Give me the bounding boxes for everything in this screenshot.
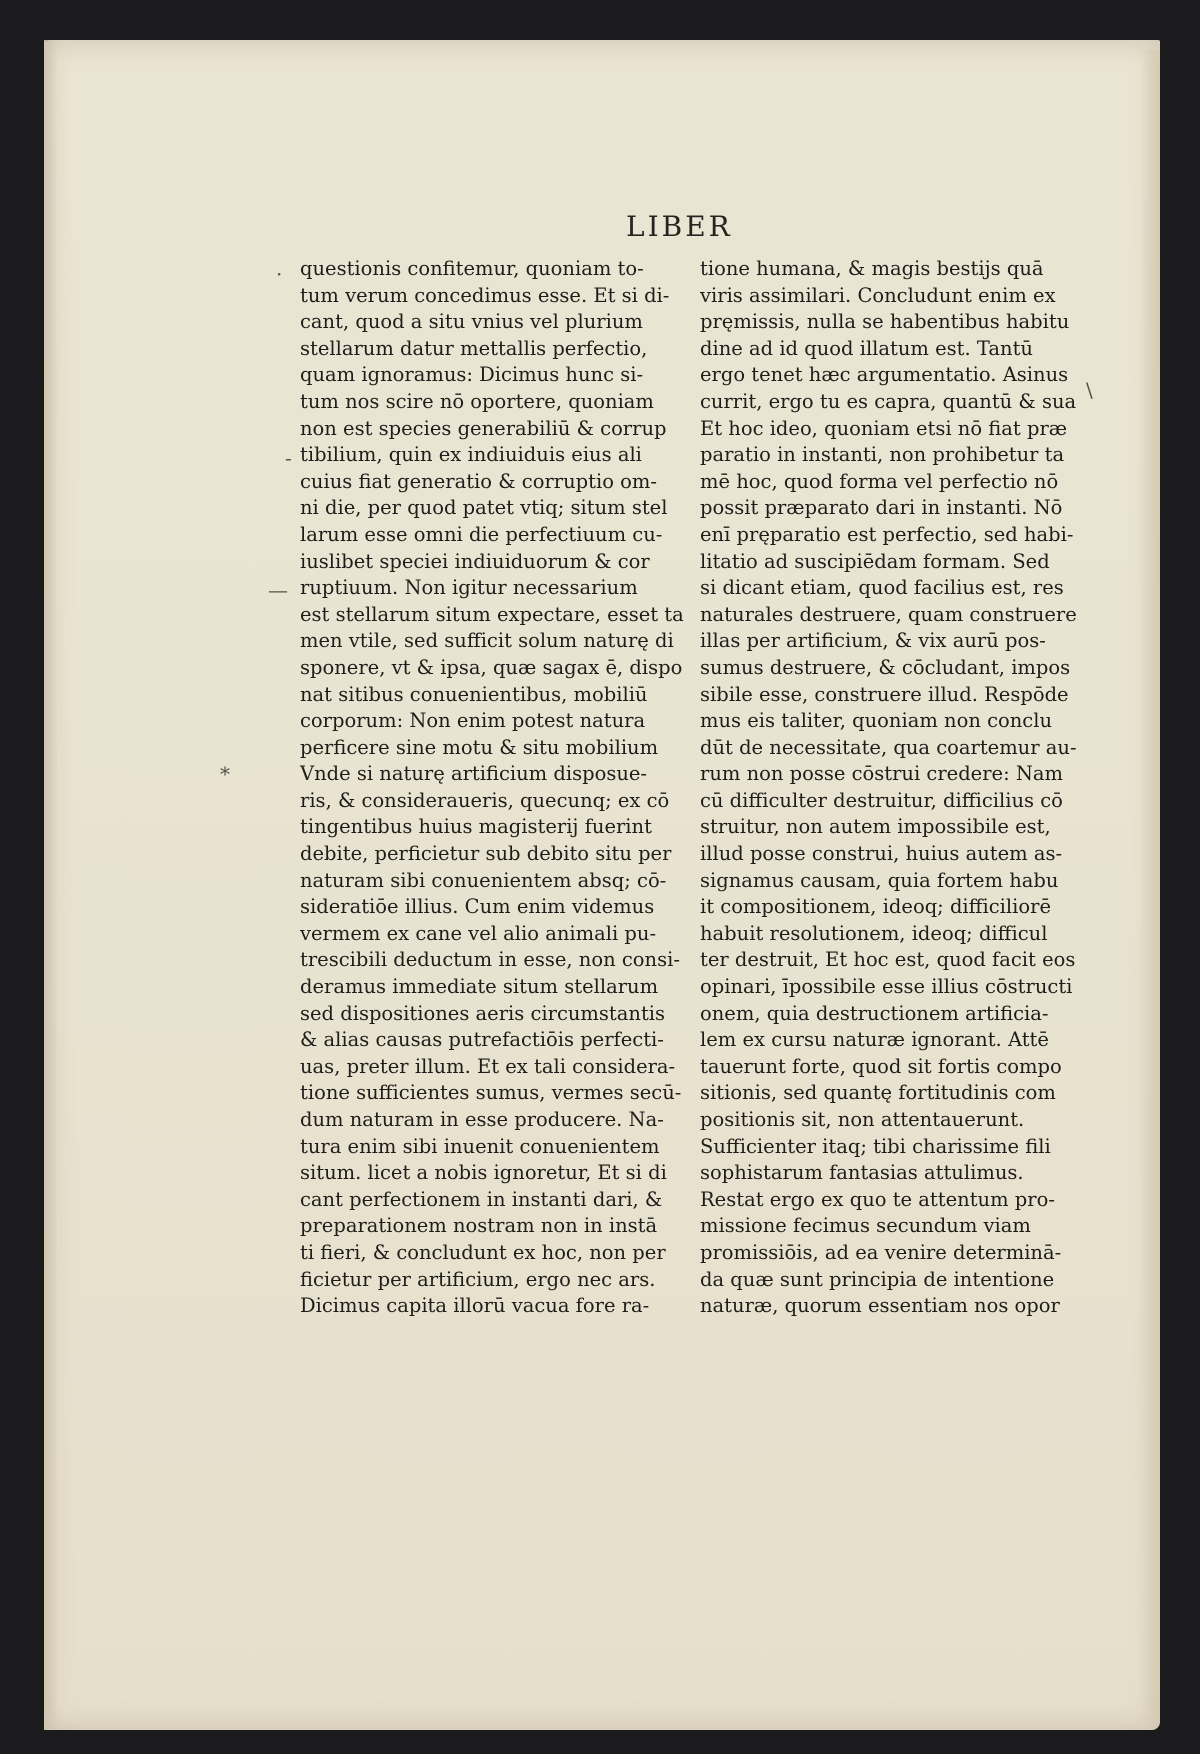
text-line: struitur, non autem impossibile est, xyxy=(700,815,1051,839)
text-line: Dicimus capita illorū vacua fore ra- xyxy=(300,1294,650,1318)
text-line: habuit resolutionem, ideoq; difficul xyxy=(700,921,1048,945)
text-line: pręmissis, nulla se habentibus habitu xyxy=(700,310,1070,334)
text-line: naturam sibi conuenientem absq; cō- xyxy=(300,868,667,892)
text-column-left xyxy=(300,256,684,1320)
text-line: sponere, vt & ipsa, quæ sagax ē, dispo xyxy=(300,655,683,679)
text-line: it compositionem, ideoq; difficiliorē xyxy=(700,895,1051,919)
text-line: trescibili deductum in esse, non consi- xyxy=(300,948,680,972)
text-line: enī pręparatio est perfectio, sed habi- xyxy=(700,522,1074,546)
text-line: illas per artificium, & vix aurū pos- xyxy=(700,629,1046,653)
text-line: tura enim sibi inuenit conuenientem xyxy=(300,1134,660,1158)
text-line: & alias causas putrefactiōis perfecti- xyxy=(300,1028,664,1052)
page-edge-right xyxy=(1140,50,1160,1720)
text-line: iuslibet speciei indiuiduorum & cor xyxy=(300,549,650,573)
text-line: currit, ergo tu es capra, quantū & sua xyxy=(700,389,1077,413)
text-line: signamus causam, quia fortem habu xyxy=(700,868,1059,892)
text-line: cuius fiat generatio & corruptio om- xyxy=(300,469,657,493)
text-line: mus eis taliter, quoniam non conclu xyxy=(700,709,1053,733)
text-line: ficietur per artificium, ergo nec ars. xyxy=(300,1267,656,1291)
text-line: positionis sit, non attentauerunt. xyxy=(700,1108,1025,1131)
text-line: men vtile, sed sufficit solum naturę di xyxy=(300,629,674,653)
text-line: mē hoc, quod forma vel perfectio nō xyxy=(700,469,1059,493)
text-line: perficere sine motu & situ mobilium xyxy=(300,735,659,759)
text-line: ni die, per quod patet vtiq; situm stel xyxy=(300,496,668,520)
text-line: paratio in instanti, non prohibetur ta xyxy=(700,443,1065,467)
text-line: sed dispositiones aeris circumstantis xyxy=(300,1001,666,1025)
text-line: viris assimilari. Concludunt enim ex xyxy=(700,283,1056,307)
page-edge-left xyxy=(44,40,58,1730)
margin-mark: — xyxy=(268,578,288,602)
text-line: ruptiuum. Non igitur necessarium xyxy=(300,576,638,600)
text-line: Et hoc ideo, quoniam etsi nō fiat præ xyxy=(700,416,1068,440)
text-line: dum naturam in esse producere. Na- xyxy=(300,1108,664,1131)
text-line: ergo tenet hæc argumentatio. Asinus xyxy=(700,363,1069,387)
text-line: tauerunt forte, quod sit fortis compo xyxy=(700,1054,1062,1078)
text-line: vermem ex cane vel alio animali pu- xyxy=(300,921,657,945)
text-line: ti fieri, & concludunt ex hoc, non per xyxy=(300,1240,666,1264)
text-line: est stellarum situm expectare, esset ta xyxy=(300,602,684,626)
text-line: cū difficulter destruitur, difficilius cō xyxy=(700,788,1063,812)
text-line: nat sitibus conuenientibus, mobiliū xyxy=(300,682,648,706)
text-line: onem, quia destructionem artificia- xyxy=(700,1001,1049,1025)
text-line: illud posse construi, huius autem as- xyxy=(700,842,1063,866)
text-line: tione humana, & magis bestijs quā xyxy=(700,257,1044,280)
text-line: tingentibus huius magisterij fuerint xyxy=(300,815,652,839)
text-line: si dicant etiam, quod facilius est, res xyxy=(700,576,1064,600)
text-line: stellarum datur mettallis perfectio, xyxy=(300,336,648,360)
text-line: rum non posse cōstrui credere: Nam xyxy=(700,762,1064,786)
text-line: preparationem nostram non in instā xyxy=(300,1214,658,1238)
text-line: dūt de necessitate, qua coartemur au- xyxy=(700,735,1077,759)
text-line: situm. licet a nobis ignoretur, Et si di xyxy=(300,1161,667,1185)
margin-mark: - xyxy=(285,446,292,470)
text-line: opinari, īpossibile esse illius cōstructi xyxy=(700,975,1073,999)
text-line: quam ignoramus: Dicimus hunc si- xyxy=(300,363,644,387)
text-line: ris, & consideraueris, quecunq; ex cō xyxy=(300,788,670,812)
text-line: tum nos scire nō oportere, quoniam xyxy=(300,389,654,413)
text-line: debite, perficietur sub debito situ per xyxy=(300,842,672,866)
text-line: missione fecimus secundum viam xyxy=(700,1214,1031,1238)
text-line: cant, quod a situ vnius vel plurium xyxy=(300,310,643,334)
text-line: sideratiōe illius. Cum enim videmus xyxy=(300,895,655,919)
text-line: tibilium, quin ex indiuiduis eius ali xyxy=(300,443,642,467)
text-line: questionis confitemur, quoniam to- xyxy=(300,257,644,280)
text-line: tione sufficientes sumus, vermes secū- xyxy=(300,1081,682,1105)
text-line: naturæ, quorum essentiam nos opor xyxy=(700,1294,1060,1318)
text-line: tum verum concedimus esse. Et si di- xyxy=(300,283,670,307)
text-line: lem ex cursu naturæ ignorant. Attē xyxy=(700,1028,1049,1052)
text-line: ter destruit, Et hoc est, quod facit eos xyxy=(700,948,1076,972)
text-line: possit præparato dari in instanti. Nō xyxy=(700,496,1063,520)
text-column-right xyxy=(700,256,1077,1320)
text-line: da quæ sunt principia de intentione xyxy=(700,1267,1055,1291)
text-line: naturales destruere, quam construere xyxy=(700,602,1077,626)
text-line: sitionis, sed quantę fortitudinis com xyxy=(700,1081,1056,1105)
text-line: Restat ergo ex quo te attentum pro- xyxy=(700,1187,1055,1211)
margin-mark: · xyxy=(276,262,283,286)
text-line: corporum: Non enim potest natura xyxy=(300,709,646,733)
text-line: Vnde si naturę artificium disposue- xyxy=(300,762,648,786)
text-line: Sufficienter itaq; tibi charissime fili xyxy=(700,1134,1051,1158)
text-line: uas, preter illum. Et ex tali considera- xyxy=(300,1054,676,1078)
text-line: sumus destruere, & cōcludant, impos xyxy=(700,655,1071,679)
text-line: cant perfectionem in instanti dari, & xyxy=(300,1187,663,1211)
text-line: non est species generabiliū & corrup xyxy=(300,416,667,440)
text-line: sibile esse, construere illud. Respōde xyxy=(700,682,1069,706)
text-line: larum esse omni die perfectiuum cu- xyxy=(300,522,663,546)
text-line: dine ad id quod illatum est. Tantū xyxy=(700,336,1033,360)
running-head: LIBER xyxy=(626,210,733,243)
text-line: sophistarum fantasias attulimus. xyxy=(700,1161,1024,1185)
text-line: promissiōis, ad ea venire determinā- xyxy=(700,1240,1062,1264)
margin-mark: * xyxy=(220,762,230,786)
margin-mark: \ xyxy=(1086,378,1093,402)
text-line: deramus immediate situm stellarum xyxy=(300,975,659,999)
text-line: litatio ad suscipiēdam formam. Sed xyxy=(700,549,1050,573)
